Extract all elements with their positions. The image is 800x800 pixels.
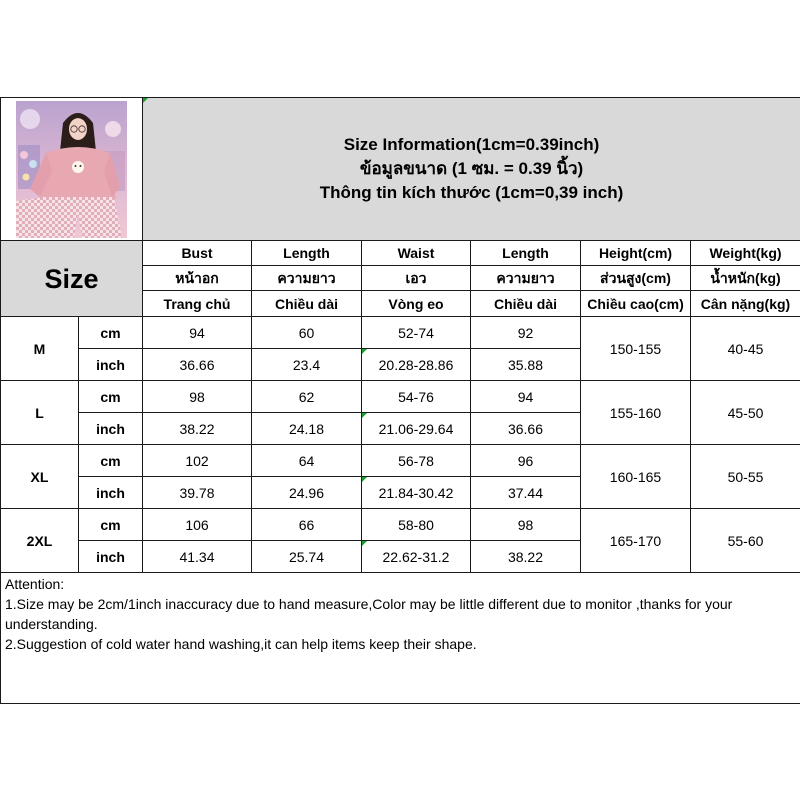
l-length-cm: 62: [252, 381, 362, 413]
xl-height-range: 160-165: [581, 445, 691, 509]
size-chart-table: [0, 97, 800, 704]
size-m-cm-row: [1, 317, 800, 349]
size-label-l: L: [1, 381, 79, 445]
m-length-2-cm: 92: [471, 317, 581, 349]
m-length-inch: 23.4: [252, 349, 362, 381]
unit-cm-label: cm: [79, 445, 143, 477]
xl-length-cm: 64: [252, 445, 362, 477]
xl-waist-cm: 56-78: [362, 445, 471, 477]
size-label-xl: XL: [1, 445, 79, 509]
product-photo-cell: [1, 98, 143, 241]
attention-note-2: 2.Suggestion of cold water hand washing,it can help items keep their shape.: [5, 636, 477, 652]
title-line-thai: ข้อมูลขนาด (1 ซม. = 0.39 นิ้ว): [359, 159, 584, 178]
header-length-2-thai: ความยาว: [471, 266, 581, 291]
cell-comment-marker: [362, 477, 367, 482]
m-length-cm: 60: [252, 317, 362, 349]
header-height: Height(cm): [581, 241, 691, 266]
unit-cm-label: cm: [79, 317, 143, 349]
cell-comment-marker: [362, 413, 367, 418]
2xl-length-inch: 25.74: [252, 541, 362, 573]
header-length-2: Length: [471, 241, 581, 266]
2xl-length-2-inch: 38.22: [471, 541, 581, 573]
unit-inch-label: inch: [79, 541, 143, 573]
m-waist-inch: 20.28-28.86: [362, 349, 471, 381]
attention-note-1: 1.Size may be 2cm/1inch inaccuracy due to hand measure,Color may be little different due to monitor ,thanks for your understanding.: [5, 596, 733, 632]
attention-notes: [1, 573, 800, 704]
l-length-2-cm: 94: [471, 381, 581, 413]
l-weight-range: 45-50: [691, 381, 800, 445]
unit-inch-label: inch: [79, 413, 143, 445]
l-length-2-inch: 36.66: [471, 413, 581, 445]
header-length: Length: [252, 241, 362, 266]
2xl-weight-range: 55-60: [691, 509, 800, 573]
m-weight-range: 40-45: [691, 317, 800, 381]
title-row: [1, 98, 800, 241]
header-weight-vietnamese: Cân nặng(kg): [691, 291, 800, 317]
m-bust-cm: 94: [143, 317, 252, 349]
2xl-waist-cm: 58-80: [362, 509, 471, 541]
xl-bust-cm: 102: [143, 445, 252, 477]
l-length-inch: 24.18: [252, 413, 362, 445]
2xl-bust-cm: 106: [143, 509, 252, 541]
xl-length-inch: 24.96: [252, 477, 362, 509]
header-waist: Waist: [362, 241, 471, 266]
size-l-cm-row: [1, 381, 800, 413]
cell-comment-marker: [143, 98, 148, 103]
header-length-vietnamese: Chiều dài: [252, 291, 362, 317]
l-bust-cm: 98: [143, 381, 252, 413]
m-length-2-inch: 35.88: [471, 349, 581, 381]
cell-comment-marker: [362, 349, 367, 354]
unit-cm-label: cm: [79, 509, 143, 541]
header-bust: Bust: [143, 241, 252, 266]
2xl-waist-inch: 22.62-31.2: [362, 541, 471, 573]
title-line-english: Size Information(1cm=0.39inch): [343, 135, 600, 154]
xl-length-2-inch: 37.44: [471, 477, 581, 509]
2xl-height-range: 165-170: [581, 509, 691, 573]
cell-comment-marker: [362, 541, 367, 546]
size-info-title: [143, 98, 800, 241]
unit-cm-label: cm: [79, 381, 143, 413]
size-label-m: M: [1, 317, 79, 381]
header-height-vietnamese: Chiều cao(cm): [581, 291, 691, 317]
2xl-length-2-cm: 98: [471, 509, 581, 541]
m-bust-inch: 36.66: [143, 349, 252, 381]
size-label-2xl: 2XL: [1, 509, 79, 573]
m-waist-cm: 52-74: [362, 317, 471, 349]
xl-weight-range: 50-55: [691, 445, 800, 509]
l-waist-cm: 54-76: [362, 381, 471, 413]
2xl-bust-inch: 41.34: [143, 541, 252, 573]
product-photo: [16, 101, 127, 238]
title-line-vietnamese: Thông tin kích thước (1cm=0,39 inch): [319, 183, 624, 202]
xl-waist-inch: 21.84-30.42: [362, 477, 471, 509]
header-waist-thai: เอว: [362, 266, 471, 291]
header-bust-thai: หน้าอก: [143, 266, 252, 291]
attention-row: [1, 573, 800, 704]
header-bust-vietnamese: Trang chủ: [143, 291, 252, 317]
header-row-english: [1, 241, 800, 266]
xl-bust-inch: 39.78: [143, 477, 252, 509]
size-header: Size: [1, 241, 143, 317]
size-xl-cm-row: [1, 445, 800, 477]
2xl-length-cm: 66: [252, 509, 362, 541]
xl-length-2-cm: 96: [471, 445, 581, 477]
l-bust-inch: 38.22: [143, 413, 252, 445]
l-height-range: 155-160: [581, 381, 691, 445]
header-length-thai: ความยาว: [252, 266, 362, 291]
l-waist-inch: 21.06-29.64: [362, 413, 471, 445]
header-height-thai: ส่วนสูง(cm): [581, 266, 691, 291]
unit-inch-label: inch: [79, 349, 143, 381]
header-weight-thai: น้ำหนัก(kg): [691, 266, 800, 291]
size-2xl-cm-row: [1, 509, 800, 541]
unit-inch-label: inch: [79, 477, 143, 509]
m-height-range: 150-155: [581, 317, 691, 381]
header-weight: Weight(kg): [691, 241, 800, 266]
attention-heading: Attention:: [5, 576, 65, 592]
header-waist-vietnamese: Vòng eo: [362, 291, 471, 317]
header-length-2-vietnamese: Chiều dài: [471, 291, 581, 317]
